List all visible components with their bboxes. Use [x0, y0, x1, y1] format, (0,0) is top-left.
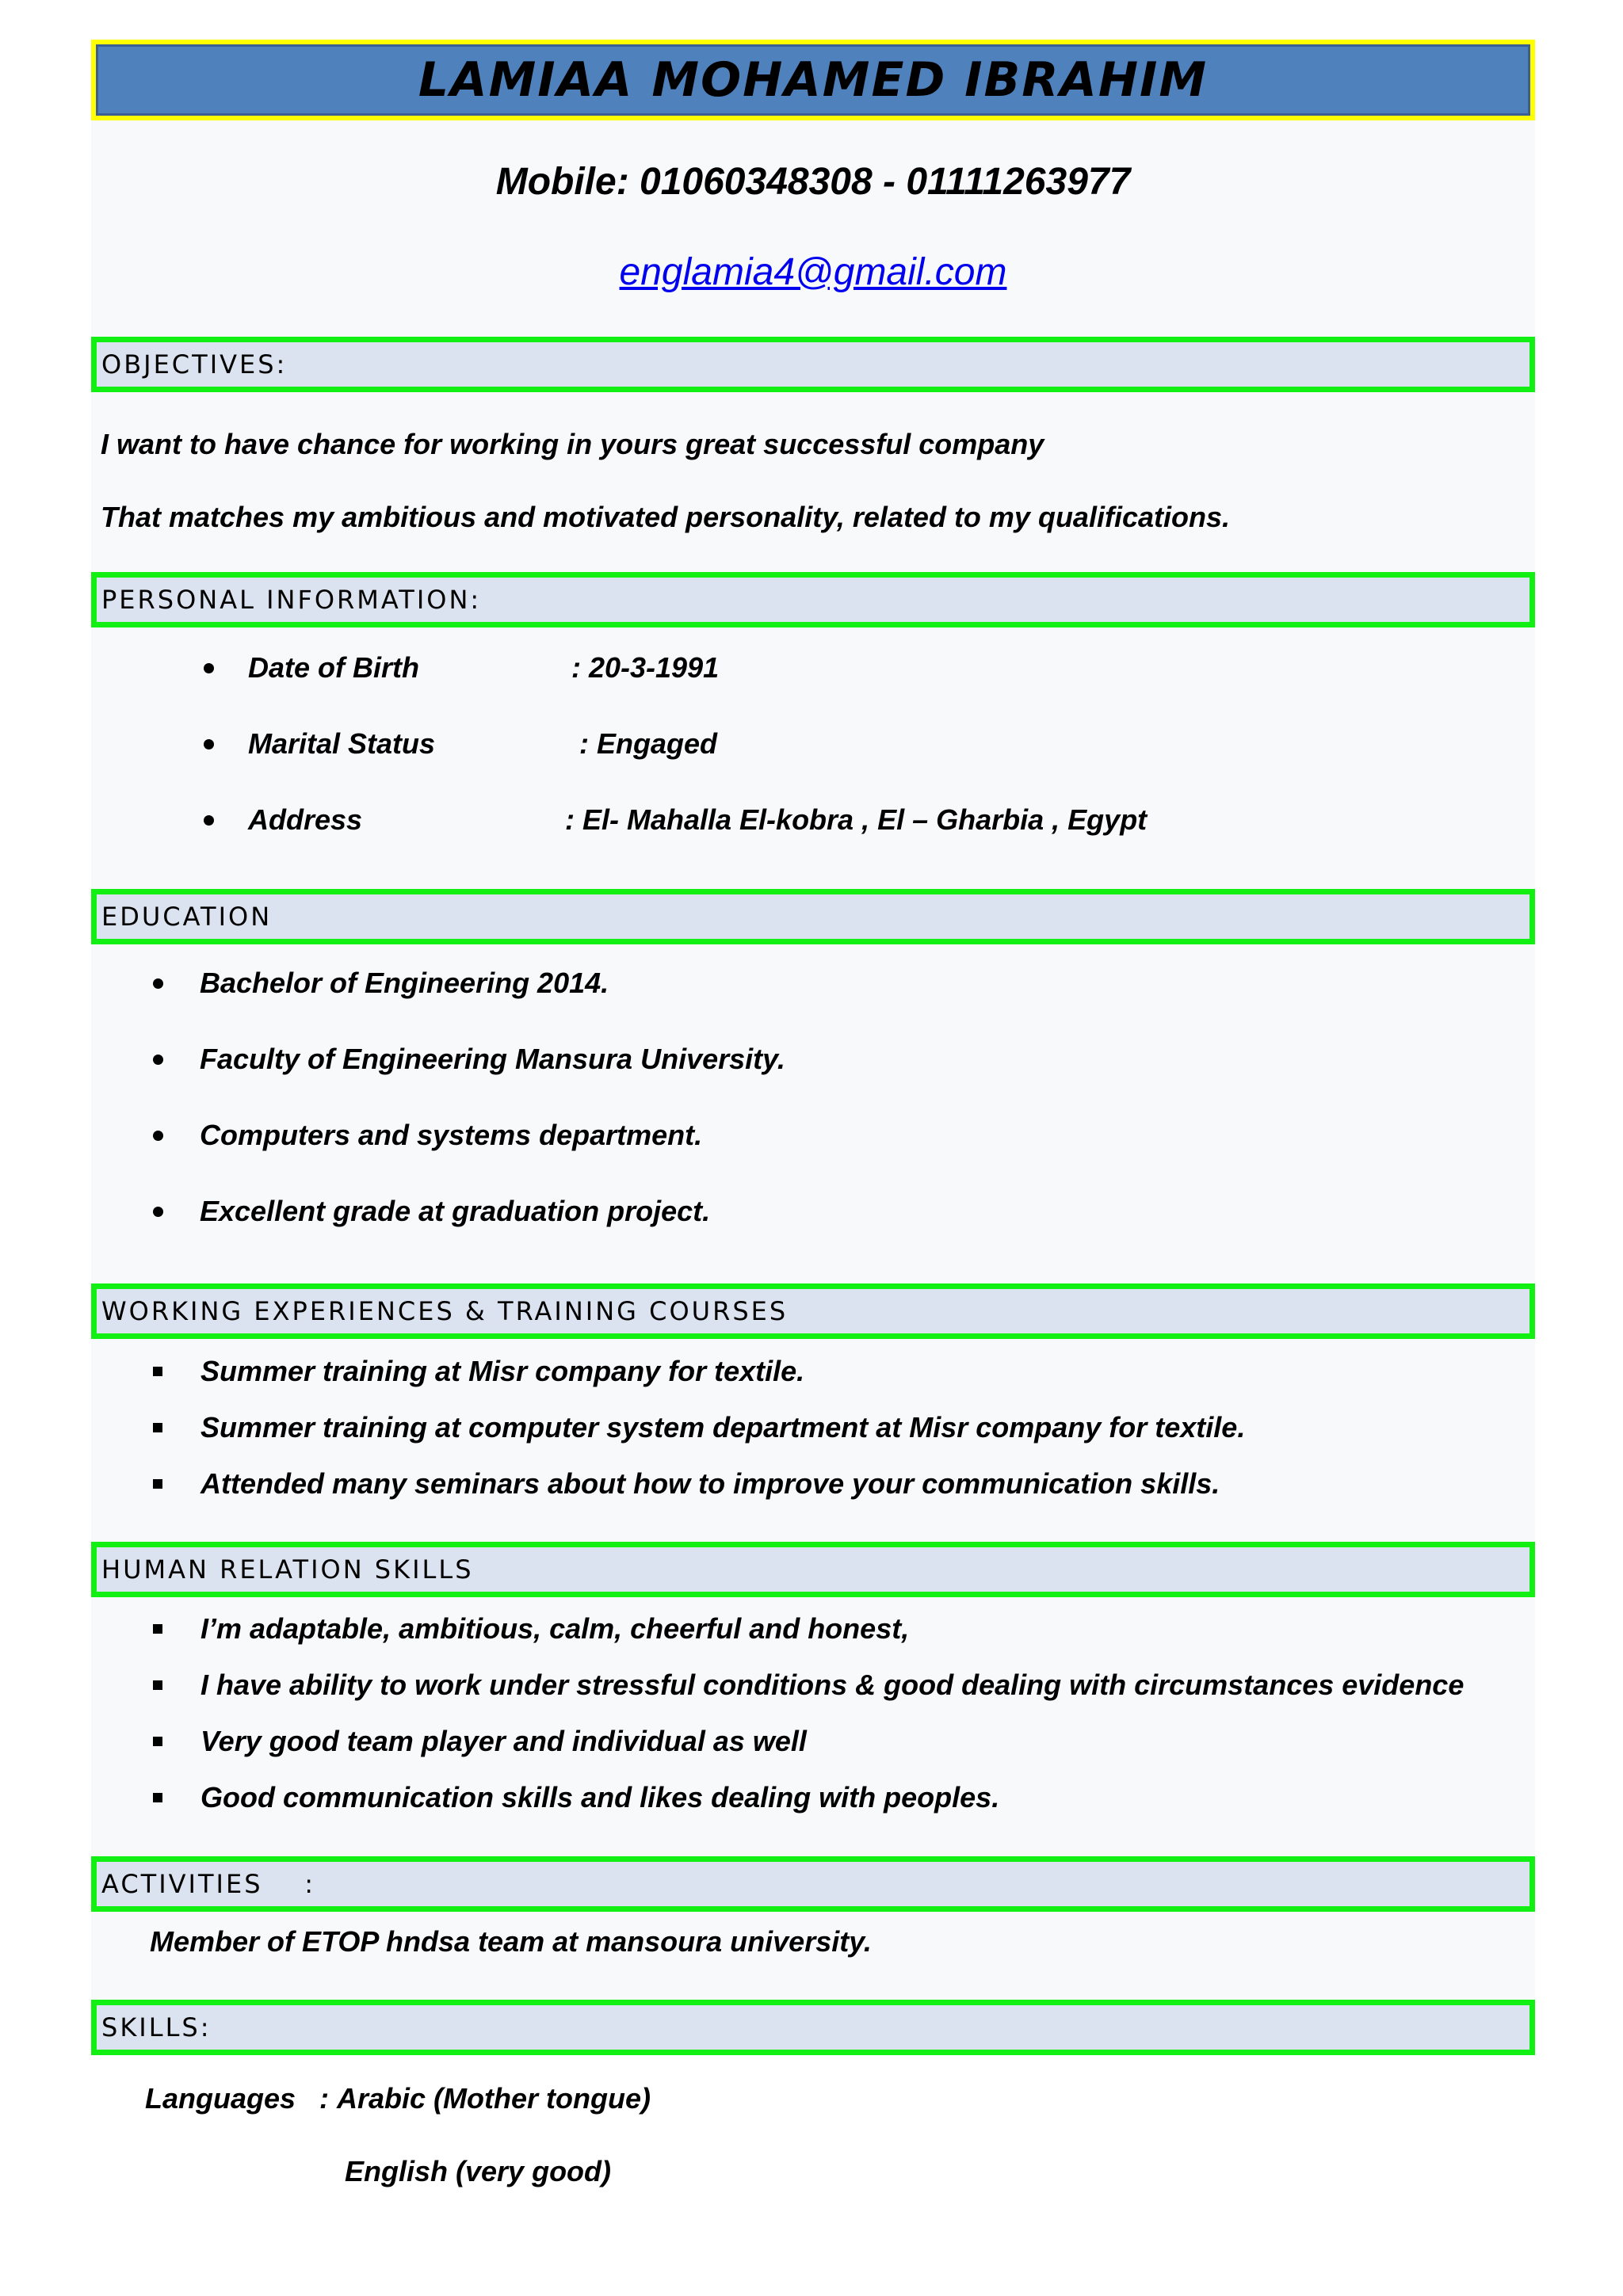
section-title: HUMAN RELATION SKILLS [101, 1554, 474, 1585]
personal-item-birth [204, 648, 1313, 688]
personal-label: Date of Birth [248, 651, 419, 684]
bullet-icon [153, 1055, 163, 1065]
personal-item-address [204, 800, 1313, 840]
name-banner-inner [96, 44, 1530, 116]
section-header-human-relation-skills [91, 1542, 1535, 1597]
personal-value: : 20-3-1991 [571, 651, 720, 684]
education-text: Excellent grade at graduation project. [200, 1195, 711, 1227]
bullet-square-icon [153, 1680, 162, 1690]
language-english: English (very good) [345, 2155, 612, 2187]
bullet-square-icon [153, 1624, 162, 1634]
bullet-square-icon [153, 1479, 162, 1489]
human-skill-item [153, 1669, 1464, 1702]
education-item [153, 1043, 785, 1076]
experience-text: Attended many seminars about how to improve your communication skills. [200, 1467, 1220, 1500]
human-skill-text: Very good team player and individual as well [200, 1725, 807, 1757]
human-skill-text: Good communication skills and likes dealing with peoples. [200, 1781, 1000, 1814]
resume-page [91, 40, 1535, 2258]
objective-line: That matches my ambitious and motivated personality, related to my qualifications. [101, 501, 1230, 533]
experience-text: Summer training at Misr company for textile. [200, 1355, 805, 1387]
bullet-icon [204, 663, 214, 673]
education-item [153, 967, 609, 1000]
bullet-icon [153, 978, 163, 989]
section-title: OBJECTIVES: [101, 349, 288, 379]
experience-item [153, 1355, 804, 1388]
human-skill-item [153, 1725, 807, 1758]
education-text: Computers and systems department. [200, 1119, 703, 1151]
name-banner [91, 40, 1535, 120]
personal-label: Address [248, 803, 363, 836]
section-header-objectives [91, 337, 1535, 392]
human-skill-item [153, 1781, 999, 1814]
experience-item [153, 1467, 1220, 1501]
section-title: EDUCATION [101, 902, 273, 932]
personal-value: : Engaged [579, 727, 718, 760]
experience-item [153, 1411, 1245, 1444]
personal-label: Marital Status [248, 727, 436, 760]
full-name: LAMIAA MOHAMED IBRAHIM [418, 52, 1209, 108]
section-header-personal-information [91, 572, 1535, 627]
mobile-line: Mobile: 01060348308 - 01111263977 [495, 161, 1131, 203]
activity-text: Member of ETOP hndsa team at mansoura university. [150, 1925, 872, 1958]
personal-value: : El- Mahalla El-kobra , El – Gharbia , Egypt [565, 803, 1148, 836]
section-title: PERSONAL INFORMATION: [101, 585, 482, 615]
education-text: Faculty of Engineering Mansura University. [200, 1043, 785, 1075]
human-skill-item [153, 1612, 909, 1646]
language-arabic: Arabic (Mother tongue) [337, 2082, 651, 2115]
human-skill-text: I have ability to work under stressful conditions & good dealing with circumstances evidence [200, 1669, 1465, 1701]
bullet-icon [204, 739, 214, 749]
bullet-square-icon [153, 1423, 162, 1432]
email-link[interactable]: englamia4@gmail.com [619, 251, 1007, 293]
education-item [153, 1195, 710, 1228]
personal-item-marital [204, 724, 1313, 764]
section-title: SKILLS: [101, 2012, 212, 2042]
bullet-icon [204, 815, 214, 826]
human-skill-text: I’m adaptable, ambitious, calm, cheerful and honest, [200, 1612, 910, 1645]
languages-label: Languages : [145, 2082, 330, 2115]
objective-line: I want to have chance for working in yours great successful company [101, 428, 1044, 460]
education-text: Bachelor of Engineering 2014. [200, 967, 609, 999]
section-title: ACTIVITIES : [101, 1869, 315, 1899]
section-header-activities [91, 1856, 1535, 1912]
bullet-square-icon [153, 1793, 162, 1802]
bullet-icon [153, 1131, 163, 1141]
bullet-square-icon [153, 1367, 162, 1376]
experience-text: Summer training at computer system department at Misr company for textile. [200, 1411, 1246, 1444]
section-header-skills [91, 2000, 1535, 2055]
section-title: WORKING EXPERIENCES & TRAINING COURSES [101, 1296, 789, 1326]
bullet-square-icon [153, 1737, 162, 1746]
section-header-experience [91, 1283, 1535, 1339]
section-header-education [91, 889, 1535, 944]
education-item [153, 1119, 702, 1152]
bullet-icon [153, 1207, 163, 1217]
